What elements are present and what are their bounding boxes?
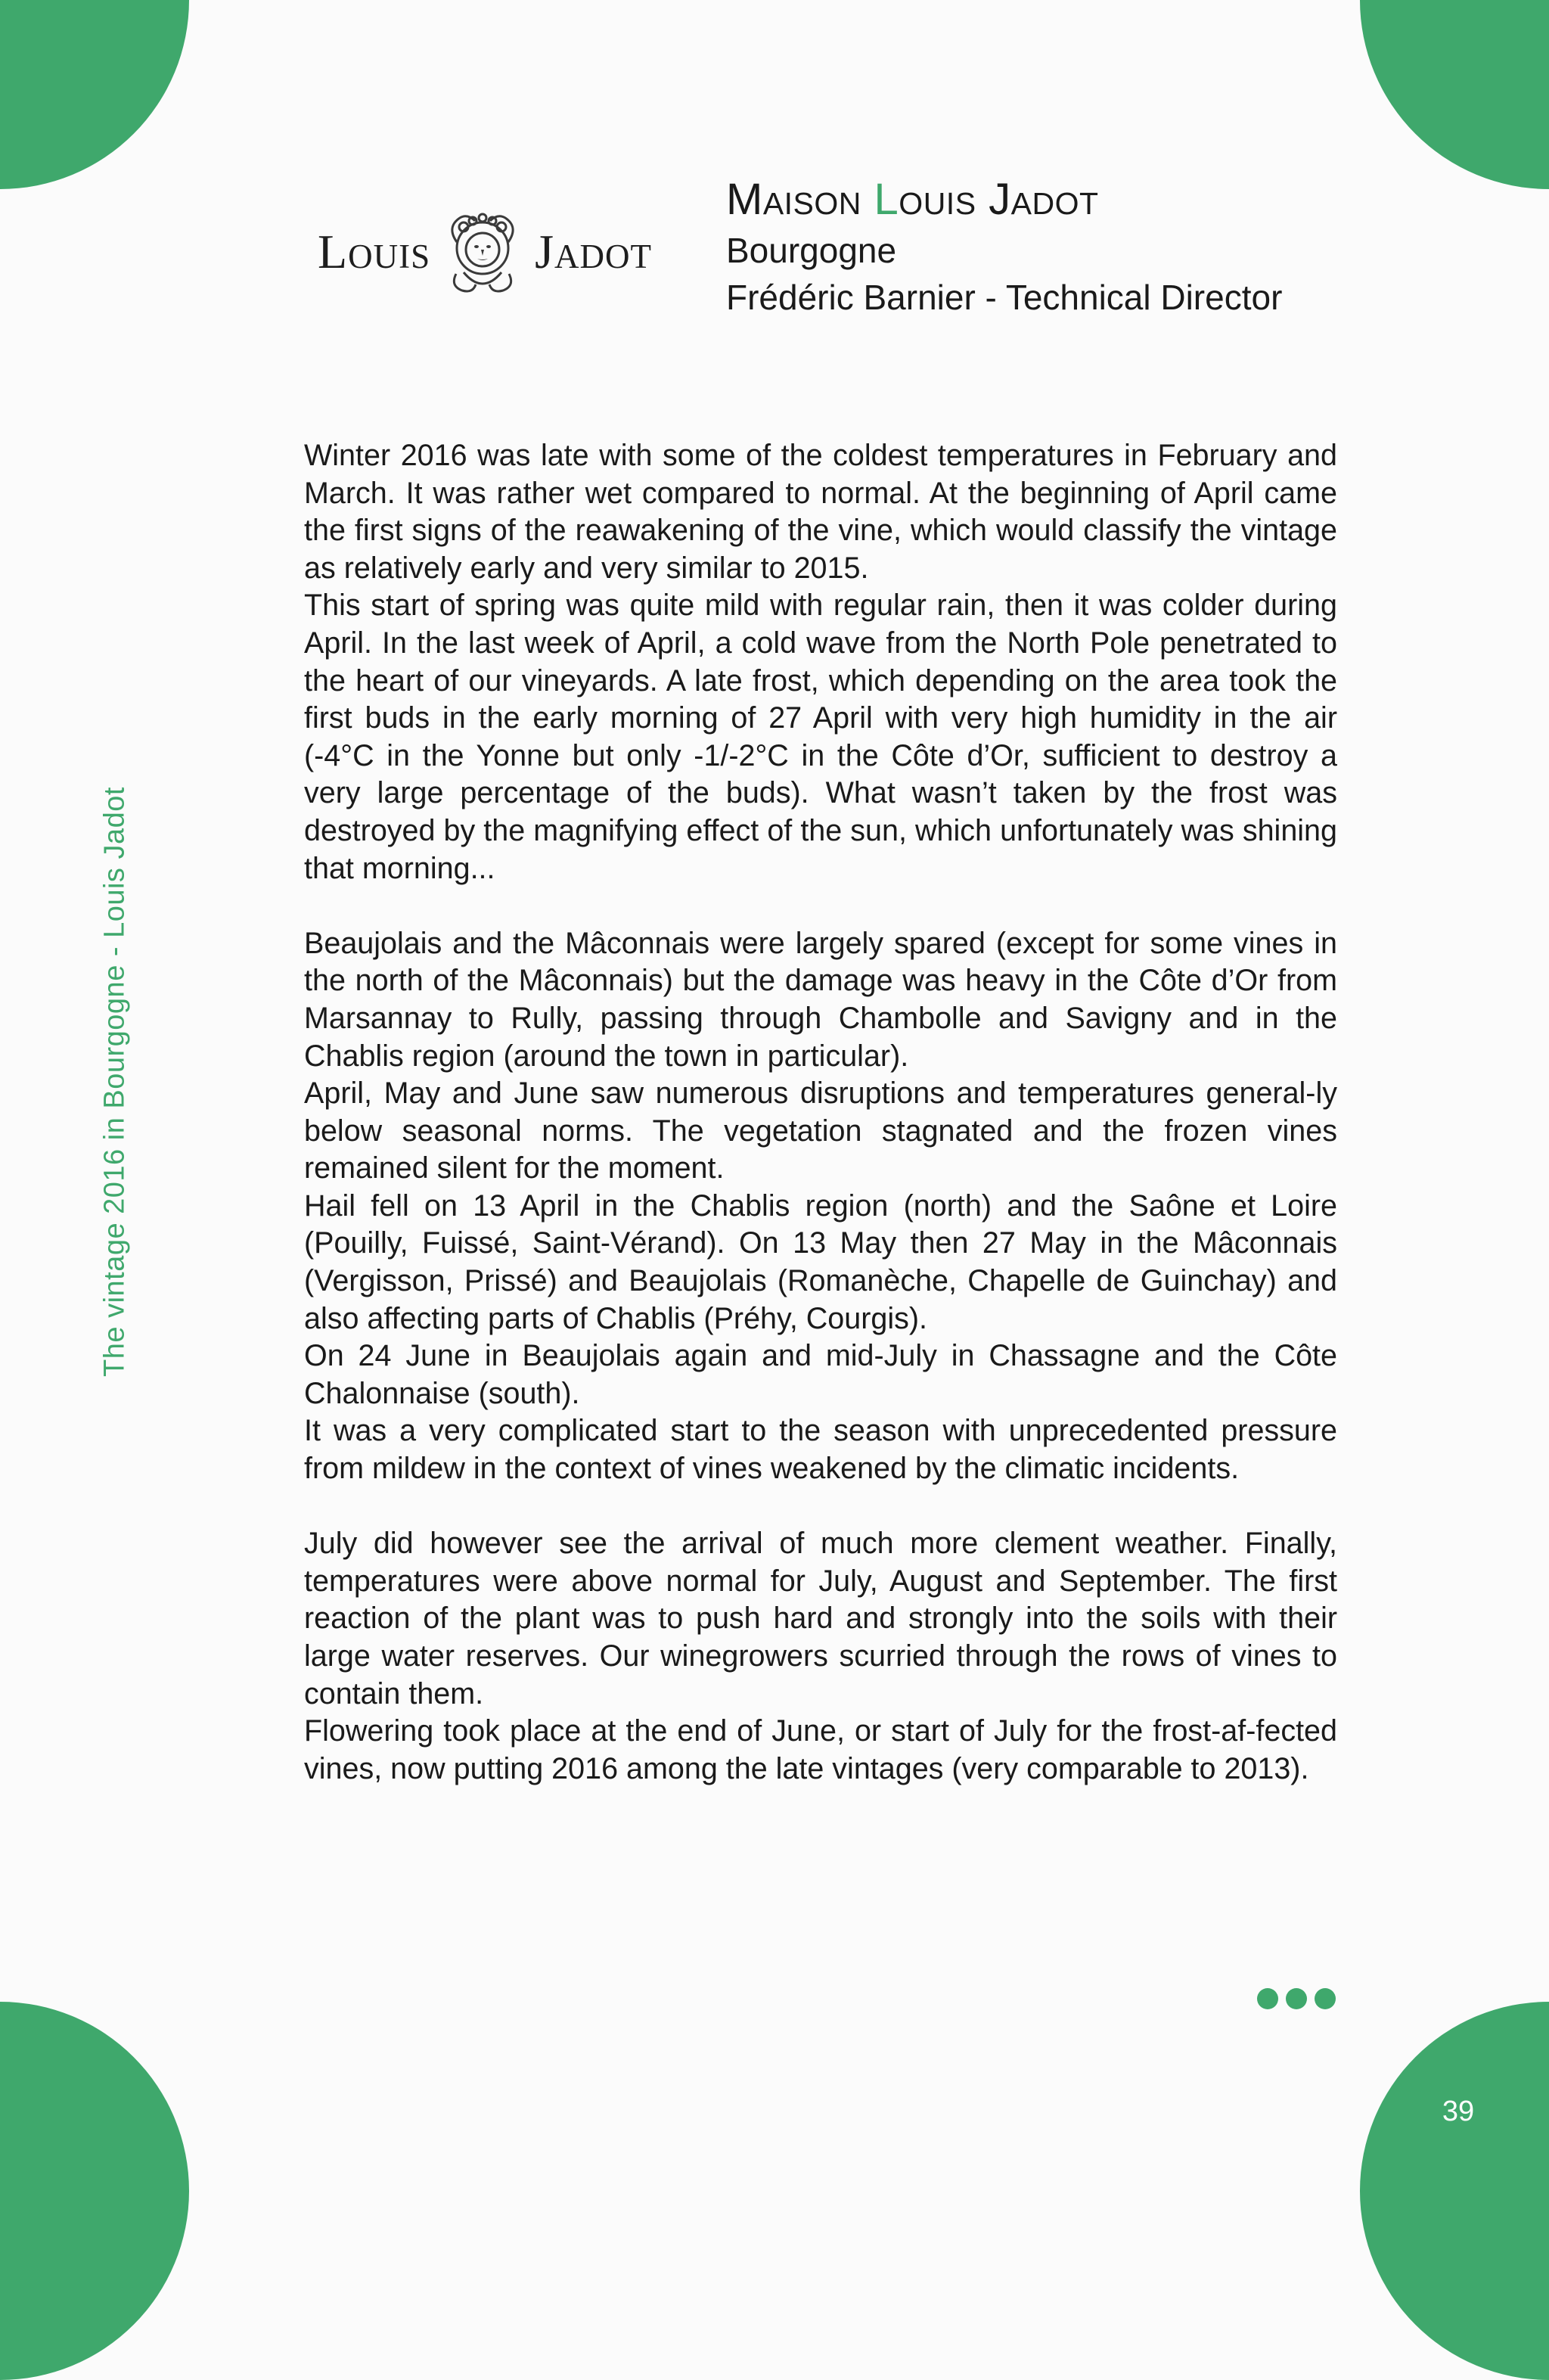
corner-circle-top-right [1360, 0, 1549, 189]
paragraph: April, May and June saw numerous disruptions and temperatures general-ly below seasonal norms. The vegetation stagnated and the frozen vines remained silent for the moment. [304, 1077, 1337, 1185]
dot-icon [1286, 1988, 1307, 2009]
paragraph: It was a very complicated start to the season with unprecedented pressure from mildew in the context of vines weakened by the climatic incidents. [304, 1414, 1337, 1486]
house-name [726, 172, 1407, 227]
vertical-side-title: The vintage 2016 in Bourgogne - Louis Jadot [98, 787, 131, 1377]
house-name-rest: ouis Jadot [899, 175, 1099, 224]
logo-word-louis: Louis [318, 225, 431, 278]
paragraph: This start of spring was quite mild with regular rain, then it was colder during April. In the last week of April, a cold wave from the North Pole penetrated to the heart of our vineyards. A late frost, which depending on the area took the first buds in the early morning of 27 April with very high humidity in the air (-4°C in the Yonne but only -1/-2°C in the Côte d’Or, sufficient to destroy a very large percentage of the buds). What wasn’t taken by the frost was destroyed by the magnifying effect of the sun, which unfortunately was shining that morning... [304, 589, 1337, 885]
corner-circle-bottom-right [1360, 2002, 1549, 2380]
bacchus-head-icon [433, 203, 532, 301]
dot-icon [1315, 1988, 1336, 2009]
paragraph: July did however see the arrival of much more clement weather. Finally, temperatures were above normal for July, August and September. The first reaction of the plant was to push hard and strongly into the soils with their large water reserves. Our winegrowers scurried through the rows of vines to contain them. [304, 1527, 1337, 1710]
house-name-first-word: Maison [726, 175, 861, 224]
paragraph: Beaujolais and the Mâconnais were largely spared (except for some vines in the north of the Mâconnais) but the damage was heavy in the Côte d’Or from Marsannay to Rully, passing through Chambolle and Savigny and in the Chablis region (around the town in particular). [304, 926, 1337, 1073]
corner-circle-top-left [0, 0, 189, 189]
article-body [304, 437, 1337, 1788]
page-header [726, 172, 1407, 321]
house-name-accent-letter: L [874, 175, 899, 224]
region-name: Bourgogne [726, 231, 897, 270]
paragraph: Winter 2016 was late with some of the coldest temperatures in February and March. It was rather wet compared to normal. At the beginning of April came the first signs of the reawakening of the vine, which would classify the vintage as relatively early and very similar to 2015. [304, 439, 1337, 585]
continuation-dots [1257, 1988, 1336, 2009]
paragraph: Hail fell on 13 April in the Chablis region (north) and the Saône et Loire (Pouilly, Fuissé, Saint-Vérand). On 13 May then 27 May in the Mâconnais (Vergisson, Prissé) and Beaujolais (Romanèche, Chapelle de Guinchay) and also affecting parts of Chablis (Préhy, Courgis). [304, 1188, 1337, 1335]
dot-icon [1257, 1988, 1278, 2009]
corner-circle-bottom-left [0, 2002, 189, 2380]
paragraph: On 24 June in Beaujolais again and mid-July in Chassagne and the Côte Chalonnaise (south). [304, 1339, 1337, 1410]
author-line: Frédéric Barnier - Technical Director [726, 278, 1283, 317]
louis-jadot-logo [318, 203, 652, 301]
page-number: 39 [1442, 2096, 1475, 2127]
logo-word-jadot: Jadot [535, 225, 652, 278]
paragraph: Flowering took place at the end of June, or start of July for the frost-af-fected vines, now putting 2016 among the late vintages (very comparable to 2013). [304, 1714, 1337, 1785]
